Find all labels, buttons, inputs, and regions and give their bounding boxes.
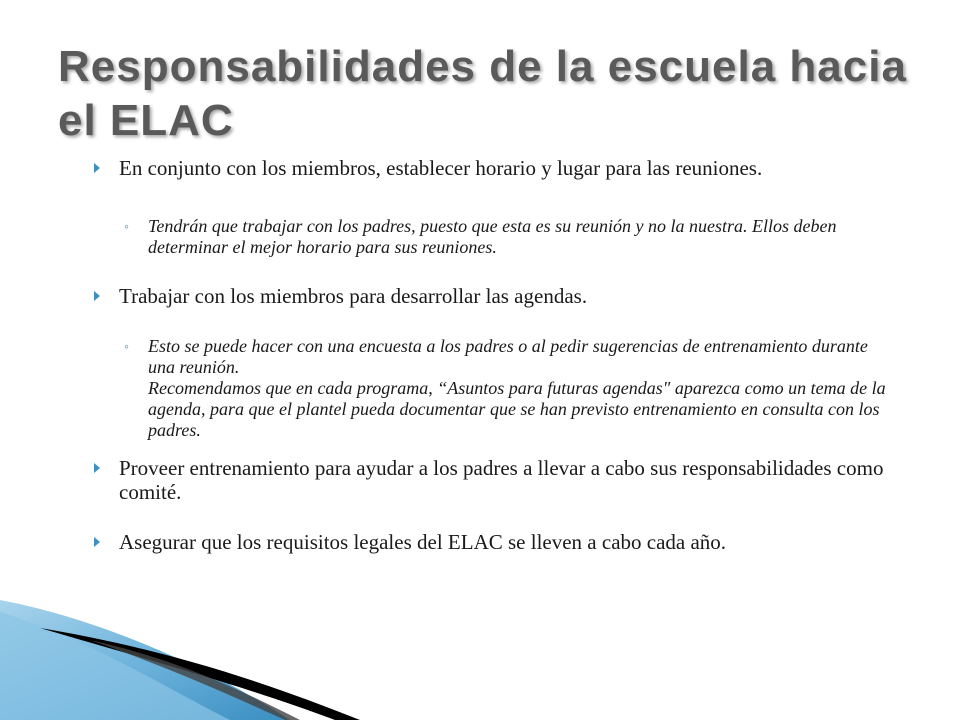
sub-list-item	[90, 216, 890, 258]
triangle-right-icon	[94, 163, 100, 173]
sub-bullet-text: Esto se puede hacer con una encuesta a los padres o al pedir sugerencias de entrenamiento durante una reunión.	[148, 336, 868, 377]
sub-bullet-text: Tendrán que trabajar con los padres, puesto que esta es su reunión y no la nuestra. Ellos deben determinar el mejor horario para sus reuniones.	[148, 216, 837, 257]
ring-bullet-icon: ◦	[124, 220, 129, 235]
triangle-right-icon	[94, 537, 100, 547]
bullet-text: Proveer entrenamiento para ayudar a los padres a llevar a cabo sus responsabilidades como comité.	[119, 456, 884, 504]
list-item	[90, 530, 890, 554]
bullet-list	[90, 156, 890, 554]
slide-title: Responsabilidades de la escuela hacia el ELAC	[58, 42, 907, 145]
list-item	[90, 456, 890, 504]
bullet-text: En conjunto con los miembros, establecer horario y lugar para las reuniones.	[119, 156, 763, 180]
triangle-right-icon	[94, 463, 100, 473]
bullet-text: Asegurar que los requisitos legales del ELAC se lleven a cabo cada año.	[119, 530, 727, 554]
bullet-text: Trabajar con los miembros para desarrollar las agendas.	[119, 284, 588, 308]
list-item	[90, 284, 890, 308]
ring-bullet-icon: ◦	[124, 340, 129, 355]
sub-list-item	[90, 336, 890, 441]
sub-bullet-text: Recomendamos que en cada programa, “Asuntos para futuras agendas" aparezca como un tema de la agenda, para que el plantel pueda documentar que se han previsto entrenamiento en consulta con los padres.	[148, 378, 886, 440]
triangle-right-icon	[94, 291, 100, 301]
list-item	[90, 156, 890, 180]
